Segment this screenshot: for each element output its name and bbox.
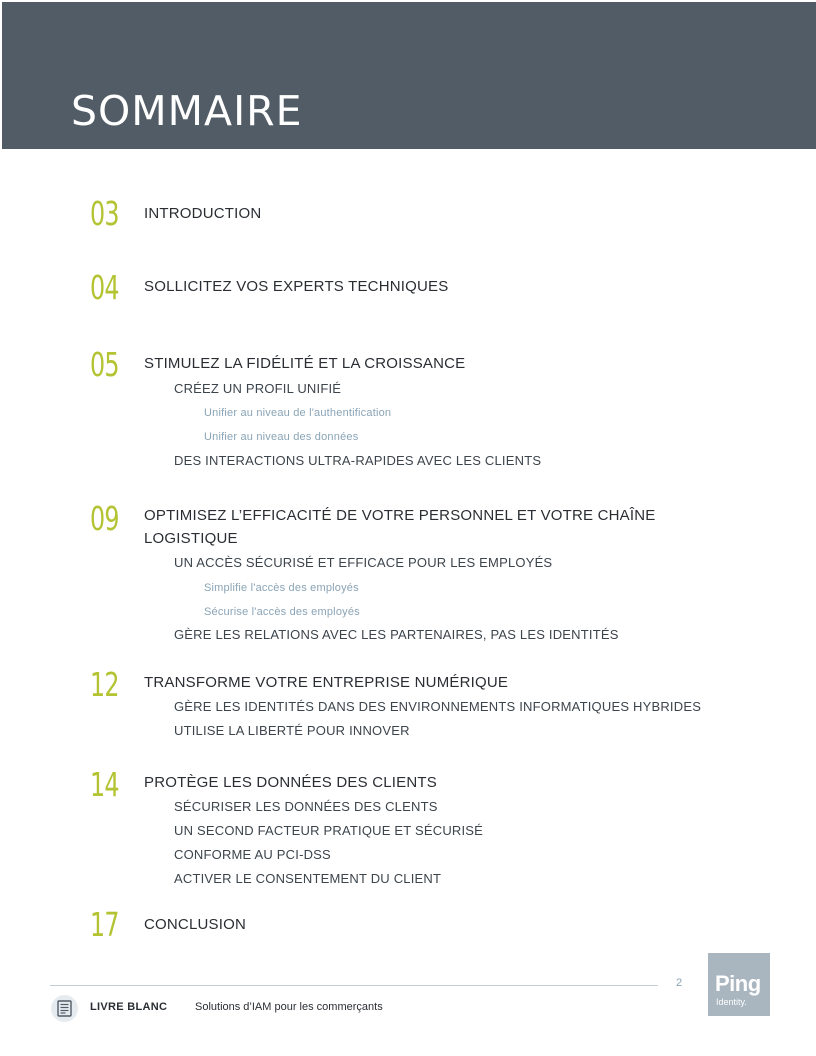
page-number: 2	[676, 977, 683, 989]
subsection-link[interactable]: UN ACCÈS SÉCURISÉ ET EFFICACE POUR LES EMPLOYÉS	[174, 555, 553, 570]
subsection-link[interactable]: CONFORME AU PCI-DSS	[174, 847, 331, 862]
section-number: 04	[90, 268, 119, 307]
subsection-link[interactable]: CRÉEZ UN PROFIL UNIFIÉ	[174, 381, 342, 396]
subsubsection-link[interactable]: Unifier au niveau des données	[204, 431, 359, 443]
logo-subtext: Identity.	[716, 997, 747, 1007]
logo-wordmark: Ping	[715, 971, 761, 996]
section-title-link[interactable]: PROTÈGE LES DONNÉES DES CLIENTS	[144, 774, 437, 791]
section-title-link[interactable]: INTRODUCTION	[144, 205, 262, 222]
footer-doc-title: Solutions d’IAM pour les commerçants	[195, 1001, 383, 1013]
section-number: 12	[90, 665, 119, 704]
page-title: SOMMAIRE	[71, 87, 303, 135]
subsection-link[interactable]: UTILISE LA LIBERTÉ POUR INNOVER	[174, 723, 410, 738]
section-title-link[interactable]: CONCLUSION	[144, 916, 247, 933]
section-number: 09	[90, 499, 119, 538]
footer-doc-type: LIVRE BLANC	[90, 1001, 168, 1013]
section-number: 17	[90, 905, 119, 944]
subsection-link[interactable]: ACTIVER LE CONSENTEMENT DU CLIENT	[174, 871, 442, 886]
section-number: 05	[90, 345, 119, 384]
subsubsection-link[interactable]: Sécurise l'accès des employés	[204, 606, 360, 618]
subsection-link[interactable]: UN SECOND FACTEUR PRATIQUE ET SÉCURISÉ	[174, 823, 484, 838]
footer-divider	[50, 985, 658, 986]
subsection-link[interactable]: GÈRE LES RELATIONS AVEC LES PARTENAIRES, PAS LES IDENTITÉS	[174, 627, 619, 642]
subsection-link[interactable]: GÈRE LES IDENTITÉS DANS DES ENVIRONNEMENTS INFORMATIQUES HYBRIDES	[174, 699, 702, 714]
section-title-link[interactable]: OPTIMISEZ L’EFFICACITÉ DE VOTRE PERSONNEL ET VOTRE CHAÎNE LOGISTIQUE	[144, 507, 656, 547]
ping-identity-logo	[708, 953, 770, 1016]
subsection-link[interactable]: DES INTERACTIONS ULTRA-RAPIDES AVEC LES CLIENTS	[174, 453, 542, 468]
subsubsection-link[interactable]: Simplifie l'accès des employés	[204, 582, 359, 594]
section-number: 03	[90, 194, 119, 233]
section-title-link[interactable]: TRANSFORME VOTRE ENTREPRISE NUMÉRIQUE	[144, 674, 509, 691]
section-title-link[interactable]: STIMULEZ LA FIDÉLITÉ ET LA CROISSANCE	[144, 355, 466, 372]
subsection-link[interactable]: SÉCURISER LES DONNÉES DES CLENTS	[174, 799, 438, 814]
document-icon	[51, 995, 78, 1022]
subsubsection-link[interactable]: Unifier au niveau de l'authentification	[204, 407, 392, 419]
section-title-link[interactable]: SOLLICITEZ VOS EXPERTS TECHNIQUES	[144, 278, 449, 295]
section-number: 14	[90, 765, 119, 804]
